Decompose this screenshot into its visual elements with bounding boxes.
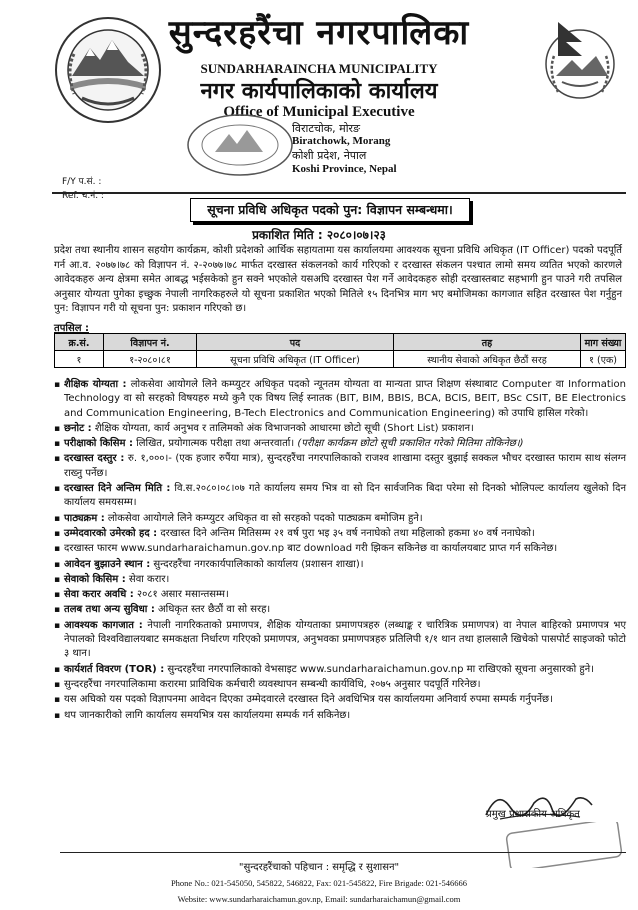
- list-item: [54, 558, 626, 572]
- item-text: रु. १,०००।- (एक हजार रुपैंया मात्र), सुन्दरहरैंचा नगरपालिकाको राजश्व शाखामा दस्तुर बुझाई सक्कल भौचर दरखास्त फाराम साथ संलग्न राख्नु पर्नेछ।: [64, 453, 626, 479]
- list-item: [54, 693, 626, 707]
- table-cell: १-२०८०।८१: [104, 351, 197, 368]
- address-dev-line2: कोशी प्रदेश, नेपाल: [292, 149, 367, 162]
- item-text: थप जानकारीको लागि कार्यालय समयभित्र यस कार्यालयमा सम्पर्क गर्न सकिनेछ।: [64, 709, 351, 721]
- col-header-post: पद: [197, 334, 394, 351]
- item-label: शैक्षिक योग्यता :: [64, 379, 127, 390]
- requirements-list: [54, 378, 626, 724]
- item-text: अधिकृत स्तर छैठौं वा सो सरह।: [154, 604, 271, 616]
- col-header-sn: क्र.सं.: [55, 334, 104, 351]
- official-seal: [185, 112, 295, 178]
- item-text: शैक्षिक योग्यता, कार्य अनुभव र तालिमको अंक विभाजनको आधारमा छोटो सूची (Short List) प्रकाशन।: [91, 422, 474, 434]
- list-item: [54, 603, 626, 617]
- item-text: लिखित, प्रयोगात्मक परीक्षा तथा अन्तरवार्ता।: [132, 438, 295, 450]
- list-item: [54, 512, 626, 526]
- item-label: छनोट :: [64, 422, 92, 434]
- item-label: आवेदन बुझाउने स्थान :: [64, 558, 151, 570]
- item-text: दरखास्त दिने अन्तिम मितिसम्म २१ वर्ष पुरा भइ ३५ वर्ष ननाघेको तथा महिलाको हकमा ४० वर्ष ननाघेको।: [157, 527, 535, 539]
- item-label: आवश्यक कागजात :: [64, 619, 143, 631]
- footer-slogan: "सुन्दरहरैंचाको पहिचान : समृद्धि र सुशासन": [238, 862, 400, 873]
- item-label: कार्यशर्त विवरण (TOR) :: [64, 663, 165, 675]
- item-label: परीक्षाको किसिम :: [64, 438, 133, 450]
- item-label: सेवा करार अवधि :: [64, 589, 134, 601]
- item-text: सुन्दरहरैंचा नगरपालिकाको वेभसाइट www.sundarharaichamun.gov.np मा राखिएको सूचना अनुसारको हुने।: [164, 663, 594, 675]
- item-text: सेवा करार।: [125, 573, 170, 585]
- municipality-name-english: SUNDARHARAINCHA MUNICIPALITY: [200, 61, 438, 76]
- item-text: सुन्दरहरैंचा नगरपालिकामा करारमा प्राविधिक कर्मचारी व्यवस्थापन सम्बन्धी कार्यविधि, २०७५ अनुसार पदपूर्ति गरिनेछ।: [64, 678, 481, 690]
- list-item: [54, 542, 626, 556]
- item-label: दरखास्त दस्तुर :: [64, 453, 125, 465]
- office-name-english: Office of Municipal Executive: [223, 104, 415, 120]
- item-text: २०८१ असार मसान्तसम्म।: [133, 589, 229, 601]
- table-cell: १ (एक): [581, 351, 626, 368]
- item-label: दरखास्त दिने अन्तिम मिति :: [64, 483, 171, 495]
- col-header-level: तह: [394, 334, 581, 351]
- table-cell: सूचना प्रविधि अधिकृत (IT Officer): [197, 351, 394, 368]
- item-text: नेपाली नागरिकताको प्रमाणपत्र, शैक्षिक योग्यताका प्रमाणपत्रहरु (लब्धाङ्क र चारित्रिक प्रमाणपत्र) वा नेपाल बाहिरको प्रमाणपत्र भए नेपालको विश्वविद्यालयबाट समकक्षता निर्धारण गरिएको प्रमाणपत्र, अनुभवका प्रमाणपत्रहरु प्रतिलिपी १/१ थान तथा हालसालै खिचेको पासपोर्ट साइजको फोटो ३ थान।: [64, 619, 626, 660]
- table-cell: स्थानीय सेवाको अधिकृत छैठौं सरह: [394, 351, 581, 368]
- office-name-devanagari: नगर कार्यपालिकाको कार्यालय: [200, 78, 438, 104]
- list-item: [54, 663, 626, 677]
- list-item: [54, 588, 626, 602]
- list-item: [54, 452, 626, 481]
- vacancy-table: [54, 333, 626, 368]
- list-item: [54, 573, 626, 587]
- footer-contact: Phone No.: 021-545050, 545822, 546822, Fax: 021-545822, Fire Brigade: 021-546666: [170, 878, 468, 888]
- list-item: [54, 709, 626, 723]
- reference-label: Ref. च.नं. :: [62, 191, 104, 201]
- fiscal-year-label: F/Y प.सं. :: [62, 177, 102, 187]
- list-item: [54, 378, 626, 421]
- list-item: [54, 422, 626, 436]
- item-label: सेवाको किसिम :: [64, 573, 126, 585]
- item-text: लोकसेवा आयोगले लिने कम्प्युटर अधिकृत वा सो सरहको पदको पाठ्यक्रम बमोजिम हुने।: [104, 512, 423, 524]
- published-date: प्रकाशित मिति : २०८०।०७।२३: [252, 228, 386, 242]
- notice-title: सूचना प्रविधि अधिकृत पदको पुन: विज्ञापन सम्बन्धमा।: [190, 198, 470, 222]
- col-header-ad-no: विज्ञापन नं.: [104, 334, 197, 351]
- item-text: दरखास्त फारम www.sundarharaichamun.gov.np बाट download गरी झिकन सकिनेछ वा कार्यालयबाट प्राप्त गर्न सकिनेछ।: [64, 543, 558, 555]
- col-header-count: माग संख्या: [581, 334, 626, 351]
- item-note: (परीक्षा कार्यक्रम छोटो सूची प्रकाशित गरेको मितिमा तोकिनेछ।): [294, 438, 524, 450]
- list-item: [54, 482, 626, 511]
- table-cell: १: [55, 351, 104, 368]
- item-label: उम्मेदवारको उमेरको हद :: [64, 527, 158, 539]
- list-item: [54, 437, 626, 451]
- table-header-row: [55, 334, 626, 351]
- address-en-line1: Biratchowk, Morang: [292, 135, 391, 147]
- list-item: [54, 619, 626, 662]
- list-item: [54, 527, 626, 541]
- item-text: सुन्दरहरैंचा नगरकार्यपालिकाको कार्यालय (प्रशासन शाखा)।: [150, 558, 364, 570]
- details-heading: तपसिल :: [54, 323, 89, 334]
- address-dev-line1: विराटचोक, मोरङ: [292, 122, 361, 135]
- footer-website: Website: www.sundarharaichamun.gov.np, Email: sundarharaichamun@gmail.com: [177, 894, 461, 904]
- item-text: वि.स.२०८०।०८।०७ गते कार्यालय समय भित्र वा सो दिन सार्वजनिक बिदा परेमा सो दिनको भोलिपल्ट कार्यालय खुलेको दिन कार्यालय समयसम्म।: [64, 483, 626, 509]
- footer-divider: [60, 852, 626, 853]
- municipality-name-devanagari: सुन्दरहरैंचा नगरपालिका: [168, 13, 470, 53]
- item-label: पाठ्यक्रम :: [64, 512, 105, 524]
- header-divider: [52, 192, 626, 194]
- signatory-title: प्रमुख प्रशासकीय अधिकृत: [486, 809, 580, 820]
- table-row: [55, 351, 626, 368]
- item-text: यस अघिको यस पदको विज्ञापनमा आवेदन दिएका उम्मेदवारले दरखास्त दिने अवधिभित्र यस कार्यालयमा अनिवार्य रुपमा सम्पर्क गर्नुपर्नेछ।: [64, 694, 553, 706]
- item-label: तलब तथा अन्य सुविधा :: [64, 604, 155, 616]
- notice-intro: प्रदेश तथा स्थानीय शासन सहयोग कार्यक्रम, कोशी प्रदेशको आर्थिक सहायतामा यस कार्यालयमा आवश्यक सूचना प्रविधि अधिकृत (IT Officer) पदको पदपूर्ति गर्न आ.व. २०७७।७८ को विज्ञापन नं. २-२०७७।७८ मार्फत दरखास्त संकलनको कार्य गरिएको र दरखास्त संकलन पश्चात लामो समय व्यतित भएको कारणले आवेदकहरु अन्य क्षेत्रमा समेत आबद्ध भईसकेको हुन सक्ने भएकोले यसअघि दरखास्त पेश गर्ने आवेदकहरु सोही दरखास्तबाट सहभागी हुन पाउने गरी तपसिल अनुसार योग्यता पुगेका इच्छुक नेपाली नागरिकहरुले यो सूचना प्रकाशित भएको मितिले १५ दिनभित्र माग भए बमोजिमका कागजात सहित दरखास्त पेश गर्नुहुन पुन: विज्ञापन गरी यो सूचना पुन: प्रकाशन गरिएको छ।: [54, 245, 622, 314]
- item-text: लोकसेवा आयोगले लिने कम्प्युटर अधिकृत पदको न्यूनतम योग्यता वा मान्यता प्राप्त शिक्षण संस्थाबाट Computer वा Information Technology वा सो सरहको विषयहरु मध्ये कुनै एक विषय लिई स्नातक (BIT, BIM, BBIS, BCA, BCIS, BEIT, BSc CSIT, BE Electronics and Communication Engineering, B-Tech Electronics and Communication Engineering) को उपाधि हासिल गरेको।: [64, 379, 626, 419]
- list-item: [54, 678, 626, 692]
- address-en-line2: Koshi Province, Nepal: [292, 163, 397, 175]
